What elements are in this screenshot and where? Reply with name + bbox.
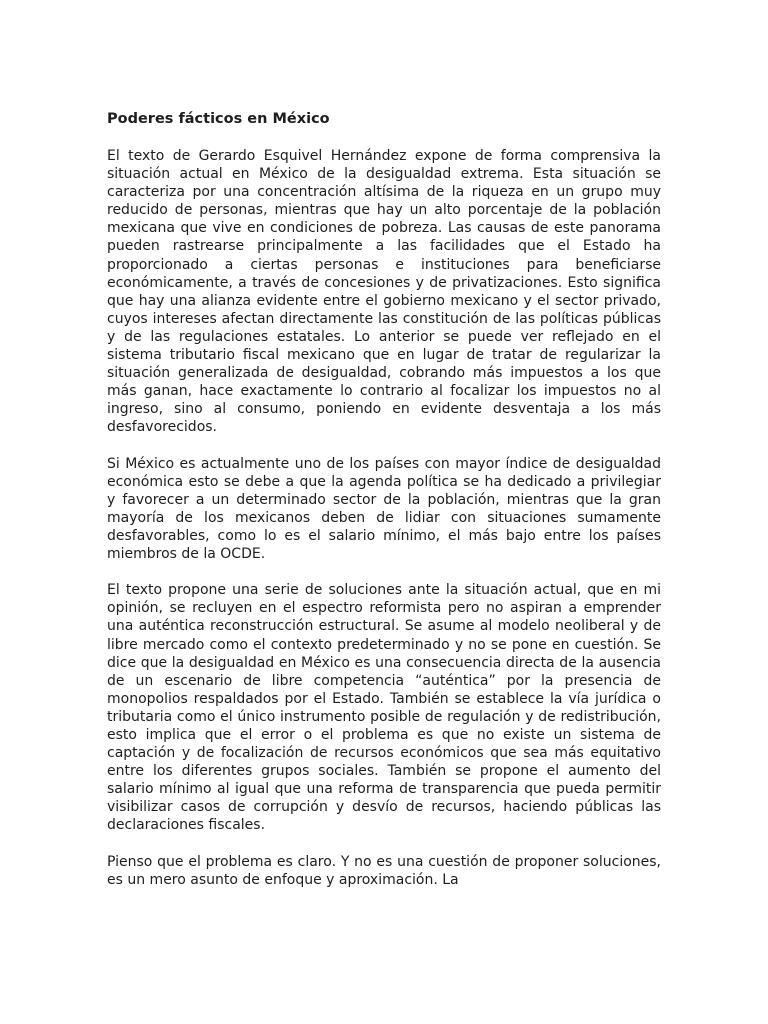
document-title: Poderes fácticos en México [107,111,330,127]
paragraph-4: Pienso que el problema es claro. Y no es una cuestión de proponer soluciones, es un mero asunto de enfoque y aproximación. La [107,853,661,888]
paragraph-3: El texto propone una serie de soluciones ante la situación actual, que en mi opinión, se recluyen en el espectro reformista pero no aspiran a emprender una auténtica reconstrucción estructural. Se asume al modelo neoliberal y de libre mercado como el contexto predeterminado y no se pone en cuestión. Se dice que la desigualdad en México es una consecuencia directa de la ausencia de un escenario de libre competencia “auténtica” por la presencia de monopolios respaldados por el Estado. También se establece la vía jurídica o tributaria como el único instrumento posible de regulación y de redistribución, esto implica que el error o el problema es que no existe un sistema de captación y de focalización de recursos económicos que sea más equitativo entre los diferentes grupos sociales. También se propone el aumento del salario mínimo al igual que una reforma de transparencia que pueda permitir visibilizar casos de corrupción y desvío de recursos, haciendo públicas las declaraciones fiscales. [107,582,661,834]
paragraph-2: Si México es actualmente uno de los países con mayor índice de desigualdad económica esto se debe a que la agenda política se ha dedicado a privilegiar y favorecer a un determinado sector de la población, mientras que la gran mayoría de los mexicanos deben de lidiar con situaciones sumamente desfavorables, como lo es el salario mínimo, el más bajo entre los países miembros de la OCDE. [107,455,661,563]
document-body [107,109,661,889]
paragraph-1: El texto de Gerardo Esquivel Hernández expone de forma comprensiva la situación actual en México de la desigualdad extrema. Esta situación se caracteriza por una concentración altísima de la riqueza en un grupo muy reducido de personas, mientras que hay un alto porcentaje de la población mexicana que vive en condiciones de pobreza. Las causas de este panorama pueden rastrearse principalmente a las facilidades que el Estado ha proporcionado a ciertas personas e instituciones para beneficiarse económicamente, a través de concesiones y de privatizaciones. Esto significa que hay una alianza evidente entre el gobierno mexicano y el sector privado, cuyos intereses afectan directamente las constitución de las políticas públicas y de las regulaciones estatales. Lo anterior se puede ver reflejado en el sistema tributario fiscal mexicano que en lugar de tratar de regularizar la situación generalizada de desigualdad, cobrando más impuestos a los que más ganan, hace exactamente lo contrario al focalizar los impuestos no al ingreso, sino al consumo, poniendo en evidente desventaja a los más desfavorecidos. [107,148,661,436]
